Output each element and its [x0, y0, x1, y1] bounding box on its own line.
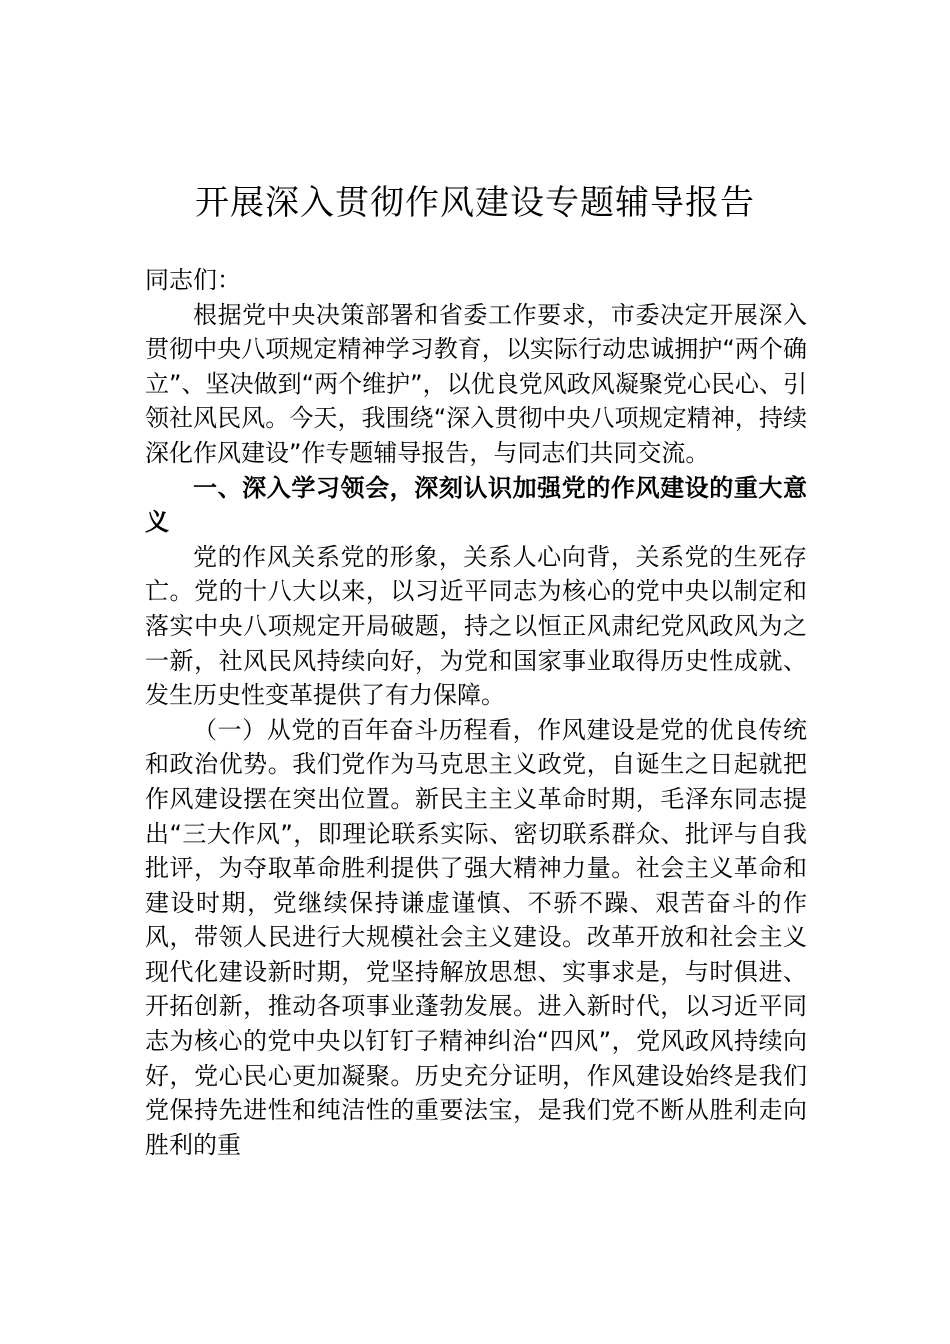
paragraph-section-1: 党的作风关系党的形象，关系人心向背，关系党的生死存亡。党的十八大以来，以习近平同志为核心的党中央以制定和落实中央八项规定开局破题，持之以恒正风肃纪党风政风为之一新，社风民风持续向好，为党和国家事业取得历史性成就、发生历史性变革提供了有力保障。: [145, 542, 807, 710]
document-title: 开展深入贯彻作风建设专题辅导报告: [195, 183, 755, 223]
paragraph-intro: 根据党中央决策部署和省委工作要求，市委决定开展深入贯彻中央八项规定精神学习教育，以实际行动忠诚拥护“两个确立”、坚决做到“两个维护”，以优良党风政风凝聚党心民心、引领社风民风。今天，我围绕“深入贯彻中央八项规定精神，持续深化作风建设”作专题辅导报告，与同志们共同交流。: [145, 300, 807, 467]
document-body: [145, 263, 807, 1162]
document-page: [145, 0, 807, 1344]
paragraph-subsection-1: （一）从党的百年奋斗历程看，作风建设是党的优良传统和政治优势。我们党作为马克思主义政党，自诞生之日起就把作风建设摆在突出位置。新民主主义革命时期，毛泽东同志提出“三大作风”，即理论联系实际、密切联系群众、批评与自我批评，为夺取革命胜利提供了强大精神力量。社会主义革命和建设时期，党继续保持谦虚谨慎、不骄不躁、艰苦奋斗的作风，带领人民进行大规模社会主义建设。改革开放和社会主义现代化建设新时期，党坚持解放思想、实事求是，与时俱进、开拓创新，推动各项事业蓬勃发展。进入新时代，以习近平同志为核心的党中央以钉钉子精神纠治“四风”，党风政风持续向好，党心民心更加凝聚。历史充分证明，作风建设始终是我们党保持先进性和纯洁性的重要法宝，是我们党不断从胜利走向胜利的重: [145, 715, 807, 1159]
salutation: 同志们：: [145, 266, 241, 294]
section-heading-1: 一、深入学习领会，深刻认识加强党的作风建设的重大意义: [145, 473, 807, 537]
